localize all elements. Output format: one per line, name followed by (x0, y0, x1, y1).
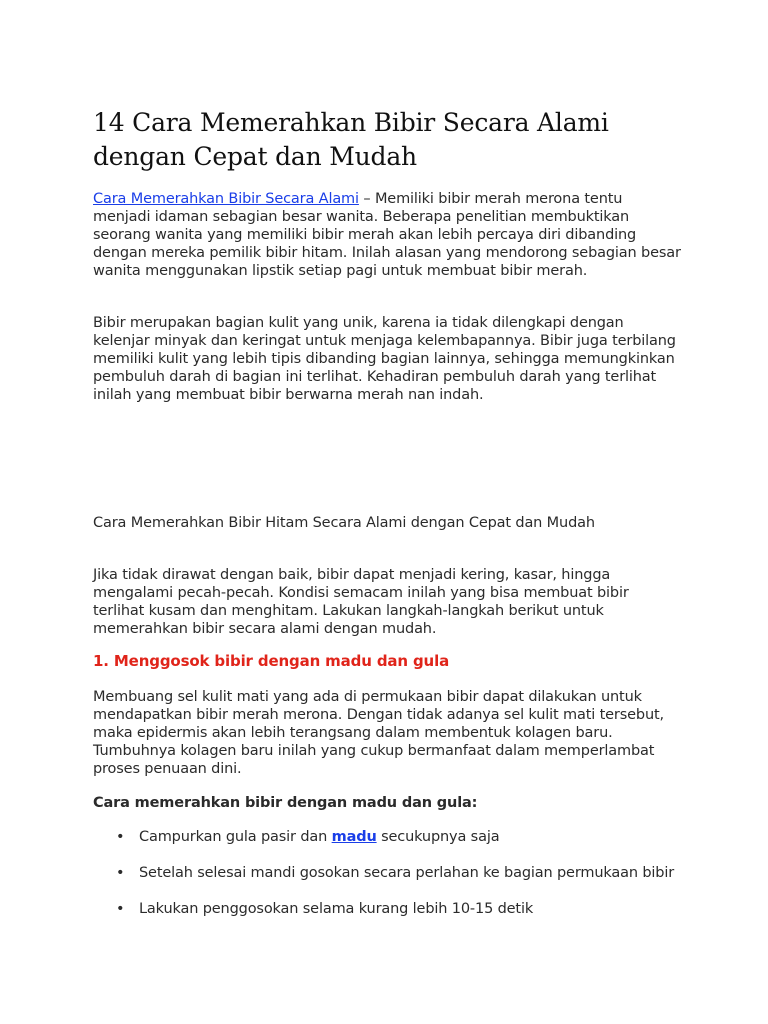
method-heading: Cara memerahkan bibir dengan madu dan gula: (93, 795, 478, 811)
paragraph-dry-lips: Jika tidak dirawat dengan baik, bibir dapat menjadi kering, kasar, hingga mengalami pecah-pecah. Kondisi semacam inilah yang bisa membuat bibir terlihat kusam dan menghitam. Lakukan langkah-langkah berikut untuk memerahkan bibir secara alami dengan mudah. (93, 567, 629, 637)
bullet-icon: • (116, 865, 125, 881)
list-item-text: Lakukan penggosokan selama kurang lebih 10-15 detik (139, 901, 534, 917)
list-item-text: Setelah selesai mandi gosokan secara perlahan ke bagian permukaan bibir (139, 865, 675, 881)
paragraph-lips-skin: Bibir merupakan bagian kulit yang unik, karena ia tidak dilengkapi dengan kelenjar minyak dan keringat untuk menjaga kelembapannya. Bibir juga terbilang memiliki kulit yang lebih tipis dibanding bagian lainnya, sehingga memungkinkan pembuluh darah di bagian ini terlihat. Kehadiran pembuluh darah yang terlihat inilah yang membuat bibir berwarna merah nan indah. (93, 315, 676, 403)
madu-link[interactable]: madu (331, 829, 377, 845)
list-item (93, 864, 681, 882)
paragraph-exfoliate: Membuang sel kulit mati yang ada di permukaan bibir dapat dilakukan untuk mendapatkan bibir merah merona. Dengan tidak adanya sel kulit mati tersebut, maka epidermis akan lebih terangsang dalam membentuk kolagen baru. Tumbuhnya kolagen baru inilah yang cukup bermanfaat dalam memperlambat proses penuaan dini. (93, 689, 664, 777)
intro-link[interactable]: Cara Memerahkan Bibir Secara Alami (93, 191, 359, 207)
bullet-icon: • (116, 901, 125, 917)
list-item-text-after: secukupnya saja (376, 829, 500, 845)
list-item-text-before: Campurkan gula pasir dan (139, 829, 332, 845)
section-subtitle: Cara Memerahkan Bibir Hitam Secara Alami dengan Cepat dan Mudah (93, 515, 595, 531)
intro-paragraph (93, 190, 681, 280)
list-item (93, 900, 681, 918)
step-1-heading: 1. Menggosok bibir dengan madu dan gula (93, 652, 450, 670)
list-item (93, 828, 681, 846)
bullet-icon: • (116, 829, 125, 845)
method-steps-list (93, 828, 681, 918)
article-title: 14 Cara Memerahkan Bibir Secara Alami dengan Cepat dan Mudah (93, 108, 609, 171)
intro-text: – Memiliki bibir merah merona tentu menjadi idaman sebagian besar wanita. Beberapa penelitian membuktikan seorang wanita yang memiliki bibir merah akan lebih percaya diri dibanding dengan mereka pemilik bibir hitam. Inilah alasan yang mendorong sebagian besar wanita menggunakan lipstik setiap pagi untuk membuat bibir merah. (93, 191, 681, 279)
